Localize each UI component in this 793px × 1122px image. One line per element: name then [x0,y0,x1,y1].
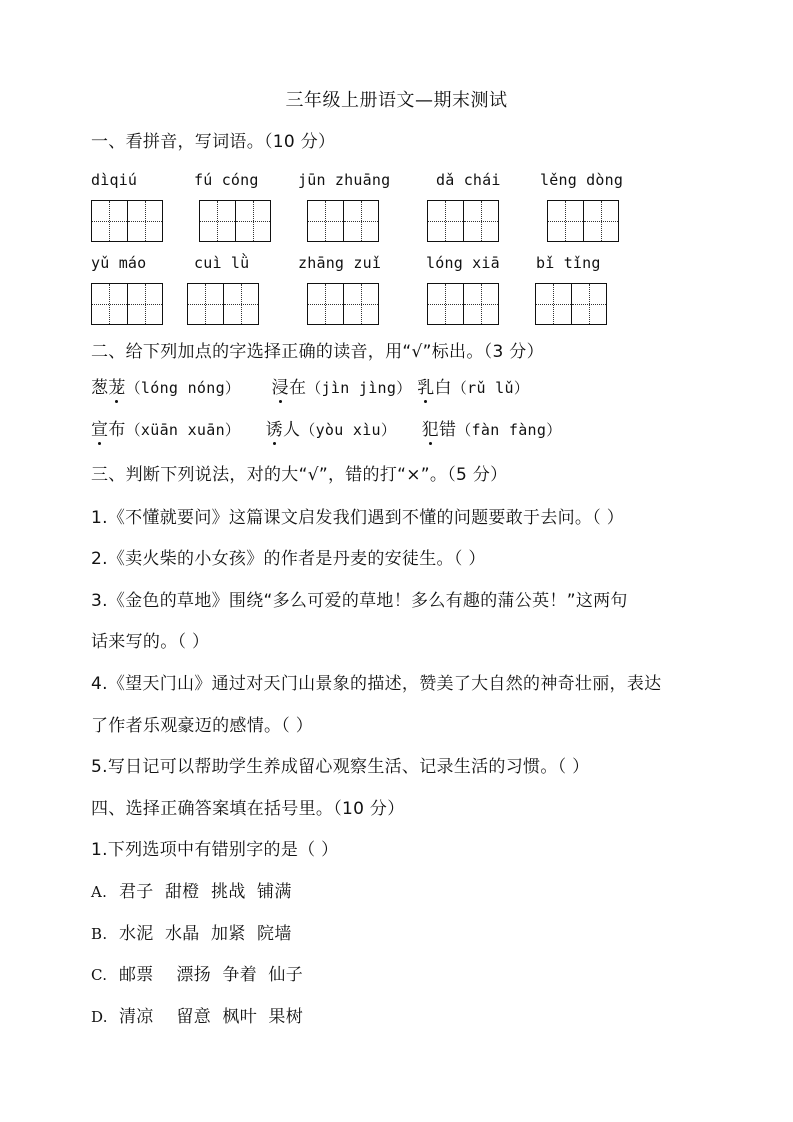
choice-option-b [91,919,292,944]
choice-question-1: 1.下列选项中有错别字的是（ ） [91,840,339,860]
judgement-question-3-line-2: 话来写的。（ ） [91,632,210,652]
option-label: B. [91,925,108,943]
pinyin-options: （xüān xuān） [125,421,241,439]
pinyin-label: lóng xiā [426,254,500,272]
section-3-heading: 三、判断下列说法，对的大“√”，错的打“×”。（5 分） [91,465,508,485]
option-text: 邮票 漂扬 争着 仙子 [119,965,304,985]
writing-grid-box[interactable] [307,200,379,242]
character-cell[interactable] [571,284,607,324]
pinyin-options: （lóng nóng） [125,379,241,397]
dotted-char: 宣 [91,420,109,440]
character-cell[interactable] [548,201,583,241]
dotted-char: 茏 [108,378,126,398]
judgement-question-1: 1.《不懂就要问》这篇课文启发我们遇到不懂的问题要敢于去问。（ ） [91,508,625,528]
option-text: 水泥 水晶 加紧 院墙 [119,924,292,944]
pronunciation-item-4 [91,420,246,440]
pronunciation-row-1 [91,373,529,398]
writing-grid-box[interactable] [427,283,499,325]
pinyin-label: bǐ tǐng [536,254,601,272]
pinyin-label: dìqiú [91,171,138,189]
pronunciation-item-2 [272,378,418,398]
judgement-question-2: 2.《卖火柴的小女孩》的作者是丹麦的安徒生。（ ） [91,549,486,569]
character-cell[interactable] [428,284,463,324]
pinyin-label: fú cóng [194,171,259,189]
character-cell[interactable] [463,284,499,324]
pronunciation-item-6 [422,420,562,440]
pinyin-label: zhāng zuǐ [298,254,382,272]
pinyin-options: （yòu xìu） [300,421,397,439]
pinyin-label: cuì lǜ [194,254,250,272]
character-cell[interactable] [127,284,163,324]
character-cell[interactable] [463,201,499,241]
option-text: 君子 甜橙 挑战 铺满 [119,882,292,902]
writing-grid-box[interactable] [91,283,163,325]
character-cell[interactable] [188,284,223,324]
choice-option-c [91,960,303,985]
option-label: A. [91,883,108,901]
writing-grid-box[interactable] [427,200,499,242]
section-4-heading: 四、选择正确答案填在括号里。（10 分） [91,799,405,819]
character-cell[interactable] [200,201,235,241]
option-label: D. [91,1008,108,1026]
section-2-heading: 二、给下列加点的字选择正确的读音，用“√”标出。（3 分） [91,342,544,362]
character-cell[interactable] [343,284,379,324]
writing-grid-box[interactable] [187,283,259,325]
dotted-char: 诱 [265,420,283,440]
page-title: 三年级上册语文—期末测试 [285,90,508,111]
character-cell[interactable] [536,284,571,324]
character-cell[interactable] [308,201,343,241]
dotted-char: 乳 [417,378,435,398]
option-text: 清凉 留意 枫叶 果树 [119,1007,304,1027]
character-cell[interactable] [343,201,379,241]
pronunciation-item-1 [91,378,246,398]
character-cell[interactable] [92,284,127,324]
pinyin-options: （jìn jìng） [306,379,412,397]
character-cell[interactable] [92,201,127,241]
word-char: 布 [108,420,126,440]
judgement-question-4-line-2: 了作者乐观豪迈的感情。（ ） [91,716,314,736]
choice-option-d [91,1002,303,1027]
pronunciation-item-5 [266,420,402,440]
writing-grid-box[interactable] [547,200,619,242]
section-1-heading: 一、看拼音，写词语。（10 分） [91,132,336,152]
pinyin-label: dǎ chái [436,171,501,189]
judgement-question-5: 5.写日记可以帮助学生养成留心观察生活、记录生活的习惯。（ ） [91,757,590,777]
character-cell[interactable] [583,201,619,241]
pinyin-label: yǔ máo [91,254,147,272]
word-char: 人 [282,420,301,440]
dotted-char: 浸 [271,378,289,398]
pinyin-label: lěng dòng [540,171,624,189]
pinyin-label: jūn zhuāng [298,171,391,189]
pinyin-options: （fàn fàng） [456,421,562,439]
pronunciation-row-2 [91,415,562,440]
word-char: 葱 [91,378,109,398]
writing-grid-box[interactable] [199,200,271,242]
character-cell[interactable] [235,201,271,241]
character-cell[interactable] [308,284,343,324]
word-char: 错 [438,420,457,440]
pronunciation-item-3 [417,378,529,398]
judgement-question-4-line-1: 4.《望天门山》通过对天门山景象的描述，赞美了大自然的神奇壮丽，表达 [91,674,662,694]
pinyin-options: （rǔ lǔ） [451,379,530,397]
choice-option-a [91,877,292,902]
character-cell[interactable] [223,284,259,324]
writing-grid-box[interactable] [307,283,379,325]
word-char: 在 [288,378,307,398]
character-cell[interactable] [428,201,463,241]
character-cell[interactable] [127,201,163,241]
judgement-question-3-line-1: 3.《金色的草地》围绕“多么可爱的草地！多么有趣的蒲公英！”这两句 [91,591,628,611]
writing-grid-box[interactable] [535,283,607,325]
word-char: 白 [434,378,452,398]
writing-grid-box[interactable] [91,200,163,242]
option-label: C. [91,966,108,984]
dotted-char: 犯 [421,420,439,440]
